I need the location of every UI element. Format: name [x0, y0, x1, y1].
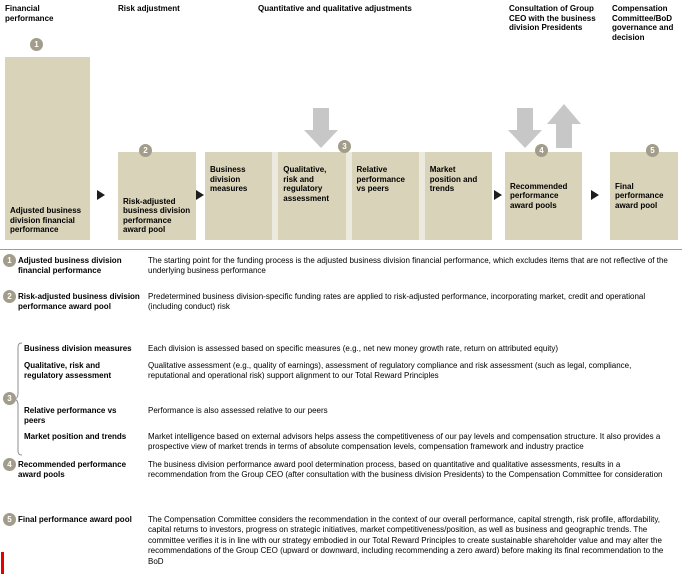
flow-box-market-position: Market position and trends — [425, 152, 492, 240]
legend-term-risk-adjusted-pool: Risk-adjusted business division performance award pool — [18, 292, 140, 311]
legend-desc-risk-adjusted-pool: Predetermined business division-specific funding rates are applied to risk-adjusted performance, incorporating market, credit and operational (including conduct) risk — [148, 292, 646, 312]
column-header-compensation-committee: Compensation Committee/BoD governance and decision — [612, 4, 674, 42]
right-arrow-icon — [196, 190, 204, 200]
flow-box-relative-performance: Relative performance vs peers — [352, 152, 419, 240]
legend-term-qualitative-risk-regulatory: Qualitative, risk and regulatory assessment — [24, 361, 112, 380]
flow-box-recommended-pools — [505, 152, 582, 240]
legend-desc-recommended-pools: The business division performance award pool determination process, based on quantitative and qualitative assessments, results in a recommendation from the Group CEO (after consultation with the business division Presidents) to the Compensation Committee for consideration — [148, 460, 663, 480]
legend-badge-2: 2 — [3, 290, 16, 303]
column-header-ceo-consultation: Consultation of Group CEO with the business division Presidents — [509, 4, 596, 33]
legend-term-market-position: Market position and trends — [24, 432, 127, 441]
red-margin-accent — [1, 552, 4, 574]
down-arrow-shape — [508, 108, 542, 148]
column-header-risk-adjustment: Risk adjustment — [118, 4, 180, 13]
gray-down-arrow-icon — [304, 108, 338, 148]
legend-badge-1: 1 — [3, 254, 16, 267]
legend-badge-3: 3 — [3, 392, 16, 405]
right-arrow-icon — [97, 190, 105, 200]
legend-term-final-pool: Final performance award pool — [18, 515, 132, 524]
flow-group-adjustment-boxes — [205, 152, 492, 240]
legend-term-adjusted-financial-performance: Adjusted business division financial performance — [18, 256, 122, 275]
flow-box-business-division-measures: Business division measures — [205, 152, 272, 240]
flow-step-4-badge: 4 — [535, 144, 548, 157]
legend-desc-market-position: Market intelligence based on external advisors helps assess the competitiveness of our pay levels and compensation structure. It also provides a prospective view of market trends in terms of absolute compensation levels, compensation framework and industry practice — [148, 432, 661, 452]
flow-box-label: Final performance award pool — [615, 181, 664, 210]
flow-box-adjusted-financial-performance — [5, 57, 90, 240]
flow-box-label: Adjusted business division financial performance — [10, 206, 82, 235]
flow-step-3-badge: 3 — [338, 140, 351, 153]
legend-desc-business-division-measures: Each division is assessed based on specific measures (e.g., net new money growth rate, return on attributed equity) — [148, 344, 558, 353]
legend-desc-final-pool: The Compensation Committee considers the recommendation in the context of our overall performance, capital strength, risk profile, affordability, capital returns to investors, progress on strategic initiatives, market competitiveness/position, as well as business and geographic trends. The committee verifies it is in line with our strategy embodied in our Total Reward Principles to create sustainable shareholder value and may alter the recommendations of the Group CEO (upward or downward, including recommending a zero award) before making its final recommendation to the BoD — [148, 515, 664, 566]
legend-desc-relative-performance: Performance is also assessed relative to our peers — [148, 406, 328, 415]
flow-box-qualitative-risk-regulatory: Qualitative, risk and regulatory assessment — [278, 152, 345, 240]
legend-desc-adjusted-financial-performance: The starting point for the funding process is the adjusted business division financial performance, which excludes items that are not reflective of the underlying business performance — [148, 256, 668, 276]
right-arrow-icon — [494, 190, 502, 200]
gray-down-arrow-icon — [508, 108, 542, 148]
down-arrow-shape — [304, 108, 338, 148]
column-header-financial-performance: Financial performance — [5, 4, 54, 23]
flow-step-5-badge: 5 — [646, 144, 659, 157]
legend-term-relative-performance: Relative performance vs peers — [24, 406, 117, 425]
flow-box-final-pool — [610, 152, 678, 240]
up-arrow-shape — [547, 104, 581, 148]
legend-badge-4: 4 — [3, 458, 16, 471]
legend-desc-qualitative-risk-regulatory: Qualitative assessment (e.g., quality of earnings), assessment of regulatory compliance and risk assessment (such as legal, compliance, reputational and operational risk) support alignment to our Total Reward Principles — [148, 361, 632, 381]
flow-box-label: Recommended performance award pools — [510, 181, 568, 210]
flow-box-label: Risk-adjusted business division performance award pool — [123, 196, 191, 235]
legend-badge-5: 5 — [3, 513, 16, 526]
flow-step-2-badge: 2 — [139, 144, 152, 157]
section-divider — [0, 249, 682, 250]
column-header-quant-qual-adjustments: Quantitative and qualitative adjustments — [258, 4, 412, 13]
legend-term-business-division-measures: Business division measures — [24, 344, 132, 353]
flow-box-risk-adjusted-pool — [118, 152, 196, 240]
gray-up-arrow-icon — [547, 104, 581, 148]
legend-term-recommended-pools: Recommended performance award pools — [18, 460, 127, 479]
flow-step-1-badge: 1 — [30, 38, 43, 51]
right-arrow-icon — [591, 190, 599, 200]
